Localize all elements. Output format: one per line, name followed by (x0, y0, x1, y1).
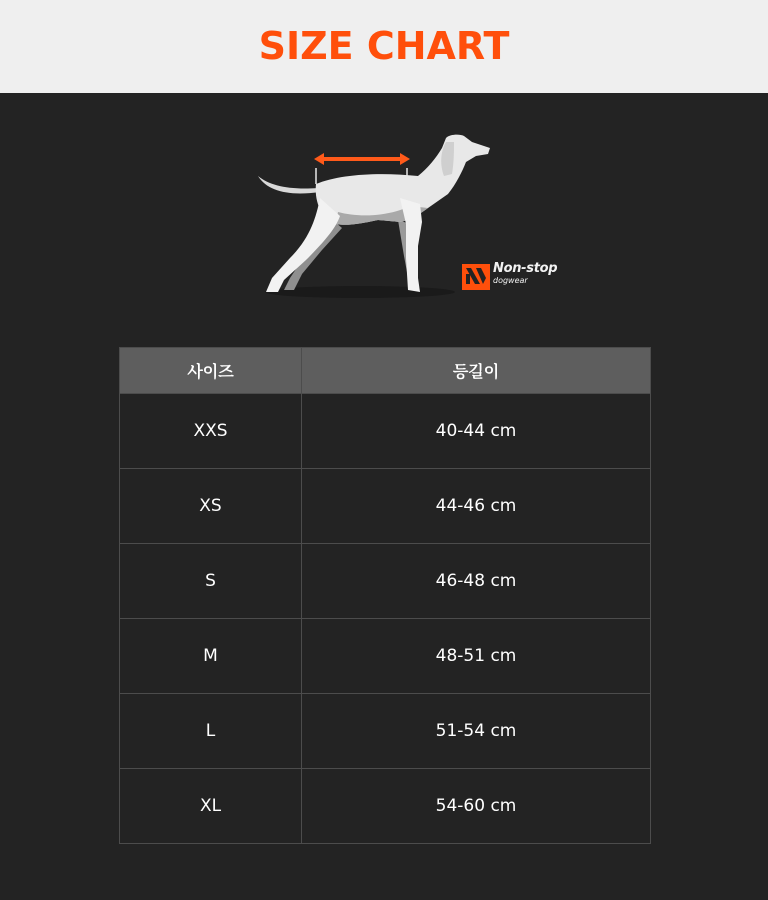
size-cell: XS (120, 469, 302, 544)
column-header-back-length: 등길이 (302, 348, 651, 394)
table-row (120, 769, 651, 844)
table-row (120, 469, 651, 544)
length-cell: 40-44 cm (302, 394, 651, 469)
length-cell: 44-46 cm (302, 469, 651, 544)
column-header-size: 사이즈 (120, 348, 302, 394)
table-header-row (120, 348, 651, 394)
size-cell: S (120, 544, 302, 619)
header-bar (0, 0, 768, 93)
brand-subtitle: dogwear (493, 276, 528, 285)
size-cell: XL (120, 769, 302, 844)
table-row (120, 394, 651, 469)
table-row (120, 544, 651, 619)
size-cell: L (120, 694, 302, 769)
length-cell: 54-60 cm (302, 769, 651, 844)
size-cell: XXS (120, 394, 302, 469)
length-cell: 46-48 cm (302, 544, 651, 619)
page-title: SIZE CHART (258, 24, 510, 68)
measurement-arrow-icon (314, 153, 410, 165)
brand-logo (462, 260, 582, 292)
brand-logo-icon (462, 262, 490, 290)
length-cell: 48-51 cm (302, 619, 651, 694)
brand-name: Non-stop (493, 261, 558, 276)
size-table (119, 347, 651, 844)
length-cell: 51-54 cm (302, 694, 651, 769)
table-row (120, 694, 651, 769)
size-cell: M (120, 619, 302, 694)
table-row (120, 619, 651, 694)
